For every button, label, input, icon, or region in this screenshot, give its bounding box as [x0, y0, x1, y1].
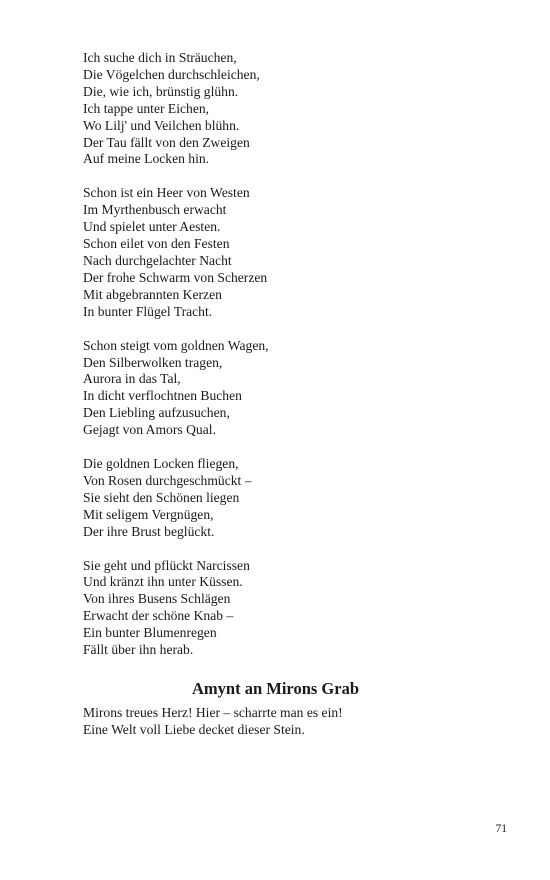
poem-line: Ich tappe unter Eichen, — [83, 100, 210, 116]
poem-line: Mit seligem Vergnügen, — [83, 506, 214, 522]
page-number: 71 — [495, 823, 507, 835]
poem-line: In bunter Flügel Tracht. — [83, 303, 213, 319]
poem-line: Schon ist ein Heer von Westen — [83, 185, 250, 201]
poem-line: Mit abgebrannten Kerzen — [83, 286, 222, 302]
poem-line: Von Rosen durchgeschmückt – — [83, 472, 252, 488]
stanza-5 — [83, 558, 483, 659]
poem-line: Der ihre Brust beglückt. — [83, 523, 215, 539]
poem-line: Sie geht und pflückt Narcissen — [83, 557, 250, 573]
poem-line: In dicht verflochtnen Buchen — [83, 388, 242, 404]
poem-line: Auf meine Locken hin. — [83, 151, 210, 167]
stanza-2 — [83, 185, 483, 320]
poem-line: Die goldnen Locken fliegen, — [83, 456, 239, 472]
poem-line: Der frohe Schwarm von Scherzen — [83, 269, 268, 285]
stanza-4 — [83, 456, 483, 541]
poem-line: Der Tau fällt von den Zweigen — [83, 134, 250, 150]
stanza-1 — [83, 50, 483, 168]
poem-line: Erwacht der schöne Knab – — [83, 608, 234, 624]
poem-line: Ich suche dich in Sträuchen, — [83, 50, 237, 65]
poem-title: Amynt an Mirons Grab — [192, 679, 359, 698]
poem-line: Im Myrthenbusch erwacht — [83, 202, 227, 218]
poem-line: Wo Lilj' und Veilchen blühn. — [83, 117, 240, 133]
poem-body — [83, 50, 483, 676]
poem-line: Gejagt von Amors Qual. — [83, 422, 216, 438]
poem-line: Und kränzt ihn unter Küssen. — [83, 574, 243, 590]
poem-line: Die, wie ich, brünstig glühn. — [83, 83, 239, 99]
poem-line: Mirons treues Herz! Hier – scharrte man es ein! — [83, 705, 343, 720]
poem-line: Den Liebling aufzusuchen, — [83, 405, 230, 421]
poem-line: Von ihres Busens Schlägen — [83, 591, 231, 607]
poem-line: Sie sieht den Schönen liegen — [83, 489, 240, 505]
poem-line: Schon eilet von den Festen — [83, 236, 230, 252]
stanza-3 — [83, 338, 483, 439]
poem-line: Fällt über ihn herab. — [83, 642, 194, 658]
poem-line: Die Vögelchen durchschleichen, — [83, 66, 260, 82]
second-poem-body — [83, 705, 483, 739]
poem-line: Schon steigt vom goldnen Wagen, — [83, 337, 269, 353]
poem-line: Eine Welt voll Liebe decket dieser Stein. — [83, 721, 305, 737]
poem-line: Den Silberwolken tragen, — [83, 354, 223, 370]
poem-line: Aurora in das Tal, — [83, 371, 181, 387]
poem-line: Nach durchgelachter Nacht — [83, 252, 232, 268]
poem-line: Ein bunter Blumenregen — [83, 625, 217, 641]
poem-line: Und spielet unter Aesten. — [83, 219, 221, 235]
